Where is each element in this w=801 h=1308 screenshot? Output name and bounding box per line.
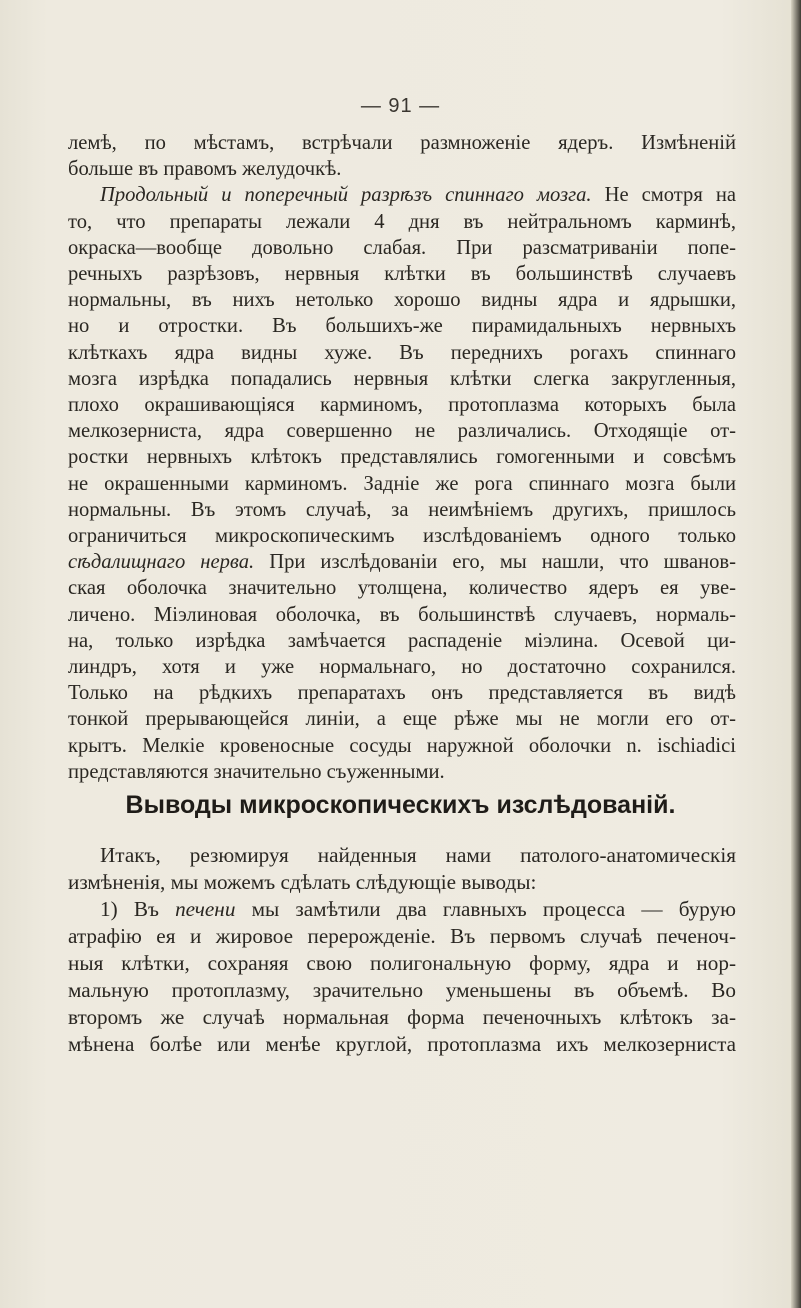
section-heading: Выводы микроскопическихъ изслѣдованій. (125, 791, 676, 819)
text-line: представляются значительно съуженными. (68, 760, 445, 783)
text-line-italic-lead: Продольный и поперечный разрѣзъ спиннаго мозга. Не смотря на (100, 184, 736, 207)
page-number: — 91 — (360, 95, 441, 117)
text-line: Только на рѣдкихъ препаратахъ онъ представляется въ видѣ (68, 682, 736, 705)
text-line: мелкозерниста, ядра совершенно не различались. Отходящіе от- (68, 420, 736, 443)
text-line: измѣненія, мы можемъ сдѣлать слѣдующіе выводы: (68, 870, 537, 894)
text-line: клѣткахъ ядра видны хуже. Въ переднихъ рогахъ спиннаго (68, 341, 736, 364)
text-line: ростки нервныхъ клѣтокъ представлялись гомогенными и совсѣмъ (68, 446, 736, 469)
text-line: крытъ. Мелкіе кровеносные сосуды наружной оболочки n. ischiadici (68, 734, 736, 757)
text-line: на, только изрѣдка замѣчается распаденіе міэлина. Осевой ци- (68, 629, 736, 652)
text-line: лемѣ, по мѣстамъ, встрѣчали размноженіе ядеръ. Измѣненій (68, 132, 736, 154)
liver-word: печени (175, 897, 236, 921)
body-text-top (68, 130, 736, 785)
page-edge-shadow (791, 0, 801, 1308)
text-line: окраска—вообще довольно слабая. При разсматриваніи попе- (68, 236, 736, 259)
text-line: ныя клѣтки, сохраняя свою полигональную форму, ядра и нор- (68, 951, 736, 975)
text-line: то, что препараты лежали 4 дня въ нейтральномъ карминѣ, (68, 210, 736, 233)
text-line-italic-lead: сѣдалищнаго нерва. При изслѣдованіи его, мы нашли, что шванов- (68, 551, 736, 574)
text-line: нормальны. Въ этомъ случаѣ, за неимѣніемъ другихъ, пришлось (68, 498, 736, 521)
text-line: линдръ, хотя и уже нормальнаго, но достаточно сохранился. (68, 656, 736, 679)
text-line: атрафію ея и жировое перерожденіе. Въ первомъ случаѣ печеноч- (68, 924, 736, 948)
text-line: мозга изрѣдка попадались нервныя клѣтки слегка закругленныя, (68, 367, 736, 390)
text-line: плохо окрашивающіяся карминомъ, протоплазма которыхъ была (68, 394, 736, 417)
text-line: ограничиться микроскопическимъ изслѣдованіемъ одного только (68, 525, 736, 548)
text-line: мѣнена болѣе или менѣе круглой, протоплазма ихъ мелкозерниста (68, 1032, 736, 1056)
body-text-bottom (68, 842, 736, 1058)
text-line: больше въ правомъ желудочкѣ. (68, 158, 342, 181)
text-line: мальную протоплазму, зрачительно уменьшены въ объемѣ. Во (68, 978, 736, 1002)
text-line: Итакъ, резюмируя найденныя нами патолого-анатомическія (100, 843, 736, 867)
sciatic-nerve-phrase: сѣдалищнаго нерва. (68, 551, 255, 574)
text-line: ская оболочка значительно утолщена, количество ядеръ ея уве- (68, 577, 736, 600)
text-line: личено. Міэлиновая оболочка, въ большинствѣ случаевъ, нормаль- (68, 603, 736, 626)
text-line: тонкой прерывающейся линіи, а еще рѣже мы не могли его от- (68, 708, 736, 731)
text-line: второмъ же случаѣ нормальная форма печеночныхъ клѣтокъ за- (68, 1005, 736, 1029)
text-line: но и отростки. Въ большихъ-же пирамидальныхъ нервныхъ (68, 315, 736, 338)
text-line: нормальны, въ нихъ нетолько хорошо видны ядра и ядрышки, (68, 289, 736, 312)
section-title-spinal-cord: Продольный и поперечный разрѣзъ спиннаго мозга. (100, 184, 592, 207)
text-line-italic-word: 1) Въ печени мы замѣтили два главныхъ процесса — бурую (100, 897, 736, 921)
text-line: не окрашенными карминомъ. Задніе же рога спиннаго мозга были (68, 472, 736, 495)
text-line: речныхъ разрѣзовъ, нервныя клѣтки въ большинствѣ случаевъ (68, 263, 736, 286)
